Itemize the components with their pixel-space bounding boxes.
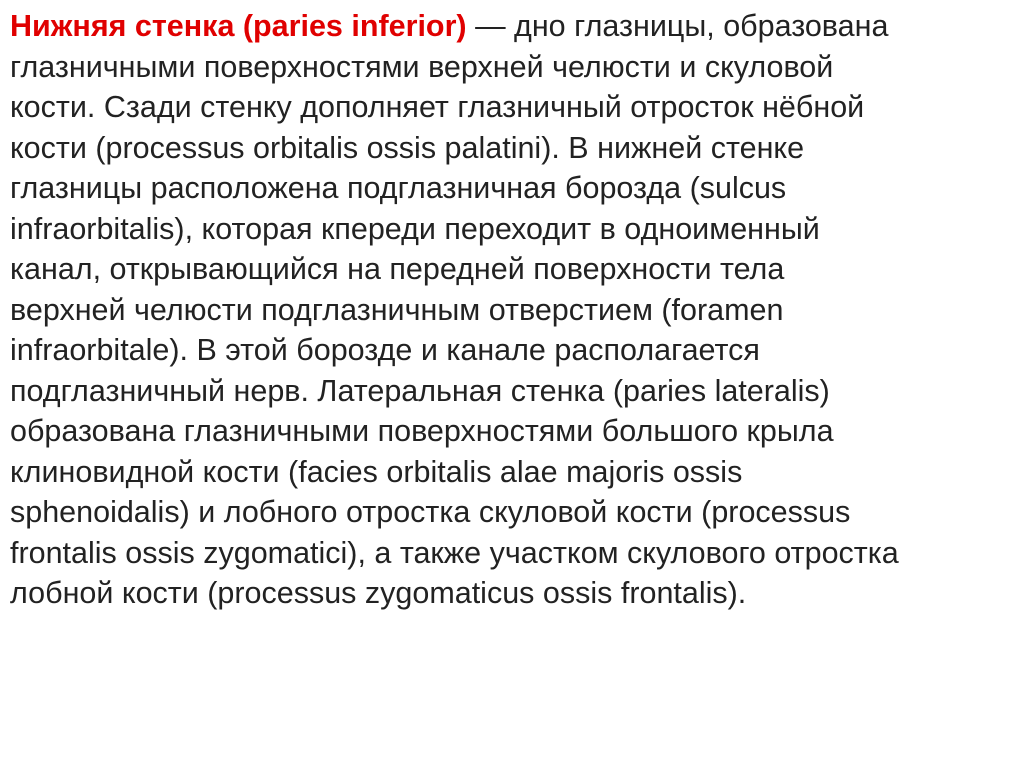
- lead-term: Нижняя стенка (paries inferior): [10, 9, 467, 43]
- slide-text: [10, 6, 1010, 614]
- body-text: — дно глазницы, образована глазничными поверхностями верхней челюсти и скуловой кости. Сзади стенку дополняет глазничный отросток нёбной кости (processus orbitalis ossis palatini). В нижней стенке глазницы расположена подглазничная борозда (sulcus infraorbitalis), которая кпереди переходит в одноименный канал, открывающийся на передней поверхности тела верхней челюсти подглазничным отверстием (foramen infraorbitale). В этой борозде и канале располагается подглазничный нерв. Латеральная стенка (paries lateralis) образована глазничными поверхностями большого крыла клиновидной кости (facies orbitalis alae majoris ossis sphenoidalis) и лобного отростка скуловой кости (processus frontalis ossis zygomatici), а также участком скулового отростка лобной кости (processus zygomaticus ossis frontalis).: [10, 9, 899, 610]
